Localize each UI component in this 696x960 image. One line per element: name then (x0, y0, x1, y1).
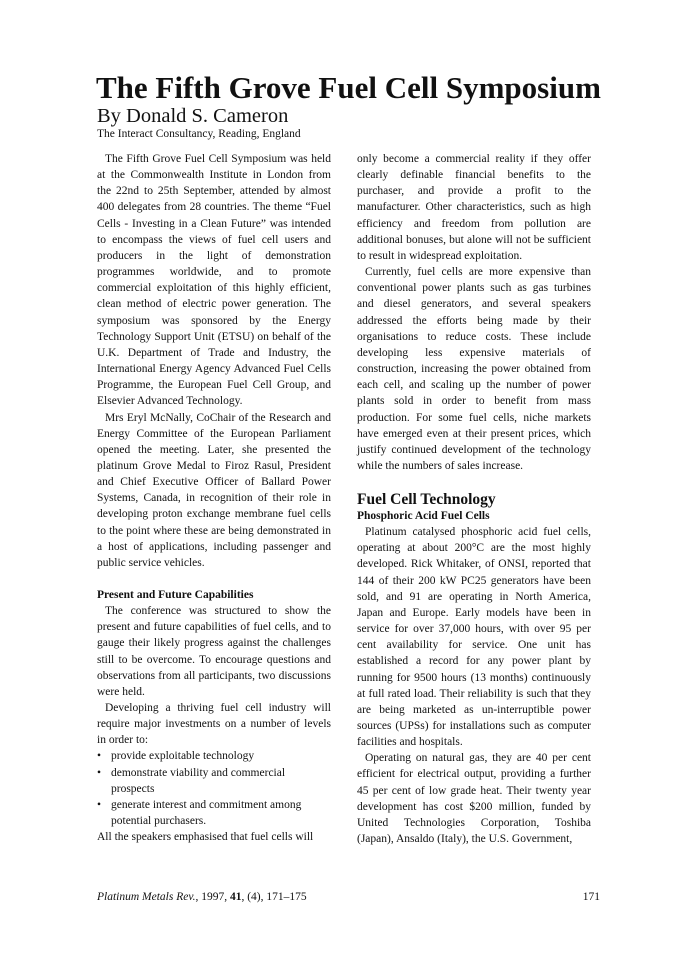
section-heading-capabilities: Present and Future Capabilities (97, 589, 254, 602)
list-item: • generate interest and commitment among potential purchasers. (97, 797, 331, 829)
paragraph: Platinum catalysed phosphoric acid fuel cells, operating at about 200°C are the most highly developed. Rick Whitaker, of ONSI, reported that 144 of their 200 kW PC25 generators have been sold, and 91 are operating in North America, Japan and Europe. Early models have been in service for over 37,000 hours, with over 95 per cent availability for service. One unit has established a record for any power plant by running for 9500 hours (13 months) continuously at full rated load. Their reliability is such that they are being marketed as un-interruptible power sources (UPSs) for installations such as computer facilities and hospitals. (357, 526, 591, 749)
author-affiliation: The Interact Consultancy, Reading, England (97, 128, 301, 140)
bullet-list (97, 748, 331, 829)
column-right (357, 151, 591, 847)
citation-volume: 41 (229, 891, 242, 903)
paragraph: only become a commercial reality if they offer clearly definable financial benefits to the purchaser, and provide a profit to the manufacturer. Other characteristics, such as high efficiency and freedom from pollution are additional bonuses, but alone will not be sufficient to result in widespread exploitation. (357, 153, 591, 262)
citation-issue-pages: , (4), 171–175 (241, 891, 307, 903)
paragraph: All the speakers emphasised that fuel cells will (97, 831, 314, 844)
paragraph: Mrs Eryl McNally, CoChair of the Research and Energy Committee of the European Parliament opened the meeting. Later, she presented the platinum Grove Medal to Firoz Rasul, President and Chief Executive Officer of Ballard Power Systems, Canada, in recognition of their role in developing proton exchange membrane fuel cells to the point where these are being demonstrated in a host of applications, including passenger and public service vehicles. (97, 411, 331, 569)
paragraph: Operating on natural gas, they are 40 per cent efficient for electrical output, providing a further 45 per cent of low grade heat. Their twenty year development has cost $200 million, funded by United Technologies Corporation, Toshiba (Japan), Ansaldo (Italy), the U.S. Government, (357, 752, 591, 846)
subsection-heading-pafc: Phosphoric Acid Fuel Cells (357, 510, 490, 523)
page-number: 171 (582, 891, 600, 903)
article-byline: By Donald S. Cameron (97, 105, 289, 127)
paragraph: Developing a thriving fuel cell industry will require major investments on a number of levels in order to: (97, 702, 331, 747)
paragraph: The conference was structured to show the present and future capabilities of fuel cells, and to gauge their likely progress against the challenges still to be overcome. To encourage questions and observations from all participants, two discussions were held. (97, 605, 331, 698)
paragraph: The Fifth Grove Fuel Cell Symposium was held at the Commonwealth Institute in London from the 22nd to 25th September, attended by almost 400 delegates from 28 countries. The theme “Fuel Cells - Investing in a Clean Future” was intended to encompass the views of fuel cell users and producers in the light of demonstration programmes worldwide, and to promote commercial exploitation of this highly efficient, clean method of electric power generation. The symposium was sponsored by the Energy Technology Support Unit (ETSU) on behalf of the U.K. Department of Trade and Industry, the International Energy Agency Advanced Fuel Cells Programme, the European Fuel Cell Group, and Elsevier Advanced Technology. (97, 153, 331, 408)
paragraph: Currently, fuel cells are more expensive than conventional power plants such as gas turbines and diesel generators, and several speakers addressed the efforts being made by their organisations to reduce costs. These include developing less expensive materials of construction, increasing the power obtained from each cell, and scaling up the number of power plants sold in order to benefit from mass production. For some fuel cells, niche markets have emerged even at their present prices, which justify continued development of the technology while the numbers of sales increase. (357, 266, 591, 472)
journal-name: Platinum Metals Rev. (97, 891, 196, 903)
section-heading-technology: Fuel Cell Technology (357, 491, 496, 509)
list-item: • provide exploitable technology (97, 748, 331, 764)
journal-citation (97, 889, 307, 905)
column-left (97, 151, 331, 845)
list-item: • demonstrate viability and commercial prospects (97, 765, 331, 797)
citation-year: , 1997, (195, 891, 230, 903)
article-title: The Fifth Grove Fuel Cell Symposium (96, 70, 601, 105)
